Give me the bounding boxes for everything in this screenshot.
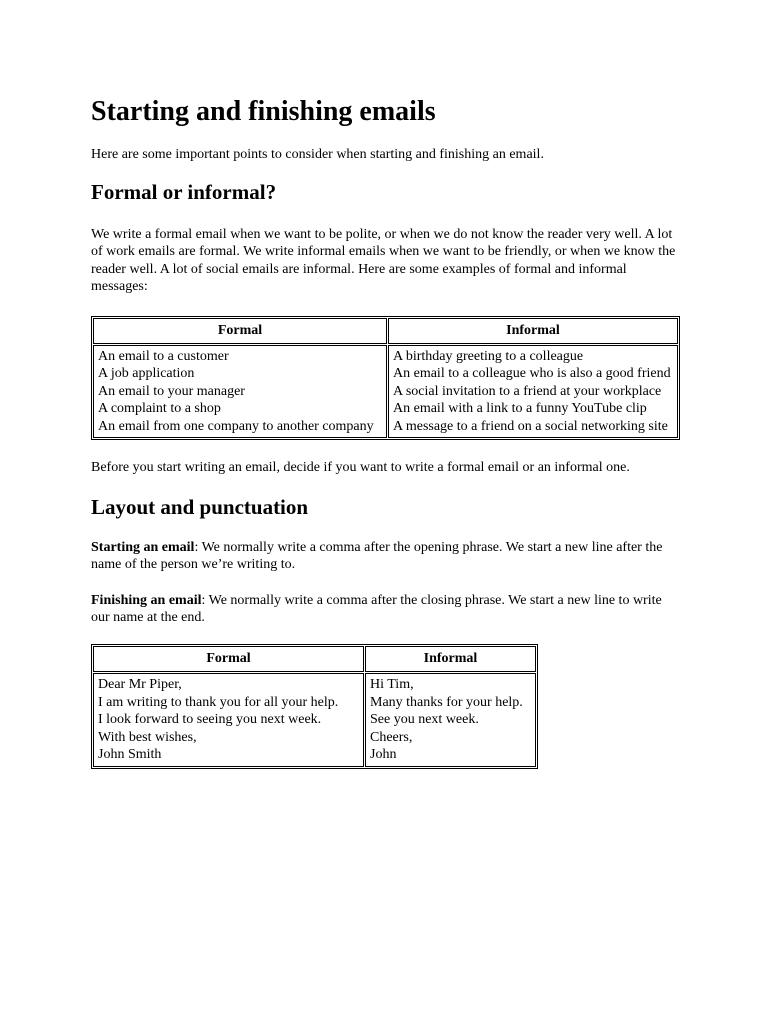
column-header-formal: Formal: [93, 646, 364, 672]
list-item: An email with a link to a funny YouTube clip: [393, 401, 647, 417]
table-row: [93, 673, 536, 767]
email-line: See you next week.: [370, 712, 479, 728]
email-line: I am writing to thank you for all your help.: [98, 694, 339, 710]
table-header-row: [93, 318, 678, 344]
list-item: An email from one company to another company: [98, 418, 374, 434]
heading-formal-or-informal: Formal or informal?: [91, 179, 277, 204]
column-header-informal: Informal: [365, 646, 536, 672]
email-line: I look forward to seeing you next week.: [98, 712, 322, 728]
list-item: A social invitation to a friend at your workplace: [393, 383, 662, 399]
email-line: John: [370, 747, 397, 763]
starting-label: Starting an email: [91, 539, 195, 555]
finishing-paragraph: [91, 592, 681, 627]
email-line: Many thanks for your help.: [370, 694, 523, 710]
decide-paragraph: Before you start writing an email, decide if you want to write a formal email or an informal one.: [91, 460, 630, 476]
list-item: An email to a customer: [98, 348, 229, 364]
list-item: An email to a colleague who is also a good friend: [393, 366, 671, 382]
list-item: A birthday greeting to a colleague: [393, 348, 584, 364]
informal-email-cell: [365, 673, 536, 767]
column-header-formal: Formal: [93, 318, 387, 344]
table-header-row: [93, 646, 536, 672]
finishing-text: : We normally write a comma after the closing phrase. We start a new line to write our name at the end.: [91, 592, 662, 626]
formal-informal-paragraph: We write a formal email when we want to be polite, or when we do not know the reader very well. A lot of work emails are formal. We write informal emails when we want to be friendly, or when we know the reader well. A lot of social emails are informal. Here are some examples of formal and informal messages:: [91, 226, 676, 294]
email-line: John Smith: [98, 747, 162, 763]
email-line: Hi Tim,: [370, 676, 414, 692]
email-line: Dear Mr Piper,: [98, 676, 182, 692]
starting-text: : We normally write a comma after the opening phrase. We start a new line after the name of the person we’re writing to.: [91, 539, 663, 573]
heading-layout-and-punctuation: Layout and punctuation: [91, 494, 309, 519]
formal-email-cell: [93, 673, 364, 767]
page-title: Starting and finishing emails: [91, 96, 436, 127]
informal-examples-cell: [388, 345, 678, 439]
list-item: An email to your manager: [98, 383, 245, 399]
examples-table: [91, 316, 680, 441]
column-header-informal: Informal: [388, 318, 678, 344]
table-row: [93, 345, 678, 439]
list-item: A complaint to a shop: [98, 401, 221, 417]
finishing-label: Finishing an email: [91, 592, 202, 608]
email-line: Cheers,: [370, 729, 413, 745]
starting-paragraph: [91, 539, 681, 574]
list-item: A message to a friend on a social networking site: [393, 418, 668, 434]
email-line: With best wishes,: [98, 729, 197, 745]
list-item: A job application: [98, 366, 195, 382]
email-phrases-table: [91, 644, 538, 769]
formal-examples-cell: [93, 345, 387, 439]
intro-paragraph: Here are some important points to consider when starting and finishing an email.: [91, 147, 544, 162]
